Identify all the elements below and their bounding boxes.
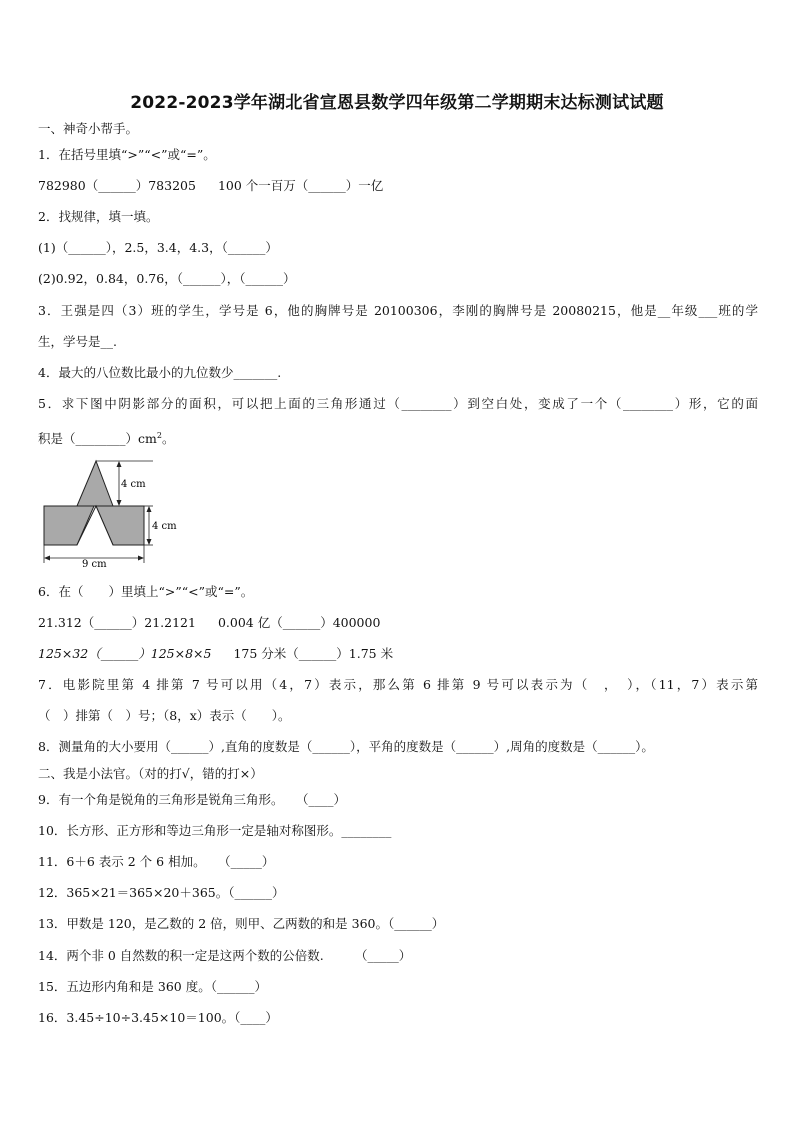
question-11: 11．6＋6 表示 2 个 6 相加。 （_____） <box>38 854 275 869</box>
arrowhead-left-icon <box>44 556 50 561</box>
question-16: 16．3.45÷10÷3.45×10＝100。（____） <box>38 1010 278 1025</box>
question-6-row-1 <box>38 615 380 631</box>
question-4: 4．最大的八位数比最小的九位数少_______. <box>38 365 282 380</box>
arrowhead-down-icon <box>117 500 122 506</box>
question-5-line-2-text: 积是（________）cm <box>38 431 157 447</box>
question-1-item-b: 100 个一百万（______）一亿 <box>217 178 384 193</box>
arrowhead-up-icon <box>117 461 122 467</box>
shaded-area-diagram <box>38 455 188 570</box>
question-3-line-1: 3．王强是四（3）班的学生，学号是 6，他的胸牌号是 20100306，李刚的胸牌号是 20080215，他是__年级___班的学 <box>38 303 758 318</box>
question-9: 9．有一个角是锐角的三角形是锐角三角形。 （____） <box>38 792 346 807</box>
section-heading-1: 一、神奇小帮手。 <box>38 121 139 136</box>
question-6-item-c: 125×32（______）125×8×5 <box>38 646 212 661</box>
dimension-label-top: 4 cm <box>121 479 146 490</box>
shaded-top-triangle <box>77 461 113 506</box>
question-15: 15．五边形内角和是 360 度。（______） <box>38 979 267 994</box>
question-6-row-2 <box>38 646 393 662</box>
arrowhead-down-icon <box>147 539 152 545</box>
question-6-item-b: 0.004 亿（______）400000 <box>217 615 381 630</box>
question-1-stem: 1．在括号里填“>”“<”或“=”。 <box>38 147 216 162</box>
question-2-item-a: (1)（______），2.5，3.4，4.3，（______） <box>38 240 278 255</box>
question-1-items <box>38 178 383 194</box>
arrowhead-right-icon <box>138 556 144 561</box>
dimension-label-right: 4 cm <box>152 521 177 532</box>
question-7-line-1: 7．电影院里第 4 排第 7 号可以用（4，7）表示，那么第 6 排第 9 号可以表示为（ ， ），（11，7）表示第 <box>38 677 758 692</box>
question-12: 12．365×21＝365×20＋365。（______） <box>38 885 285 900</box>
arrowhead-up-icon <box>147 506 152 512</box>
question-5-line-2-end: 。 <box>161 431 175 447</box>
question-3-line-2: 生，学号是__. <box>38 334 117 349</box>
question-14: 14．两个非 0 自然数的积一定是这两个数的公倍数. （_____） <box>38 948 412 963</box>
question-1-item-a: 782980（______）783205 <box>38 178 196 193</box>
question-6-item-a: 21.312（______）21.2121 <box>38 615 196 630</box>
page-title: 2022-2023学年湖北省宣恩县数学四年级第二学期期末达标测试试题 <box>130 93 664 113</box>
question-8: 8．测量角的大小要用（______）,直角的度数是（______），平角的度数是（______）,周角的度数是（______）。 <box>38 739 654 754</box>
square-unit-superscript: 2 <box>156 431 162 440</box>
question-5-line-1: 5．求下图中阴影部分的面积，可以把上面的三角形通过（________）到空白处，变成了一个（________）形，它的面 <box>38 396 758 411</box>
question-5-figure <box>38 455 188 570</box>
question-10: 10．长方形、正方形和等边三角形一定是轴对称图形。________ <box>38 823 392 838</box>
question-2-stem: 2．找规律，填一填。 <box>38 209 159 224</box>
question-2-item-b: (2)0.92，0.84，0.76，（______），（______） <box>38 271 296 286</box>
question-6-item-d: 175 分米（______）1.75 米 <box>233 646 394 661</box>
dimension-label-bottom: 9 cm <box>82 559 107 570</box>
section-heading-2: 二、我是小法官。（对的打√，错的打×） <box>38 766 263 781</box>
question-6-stem: 6．在（ ）里填上“>”“<”或“=”。 <box>38 584 254 599</box>
question-7-line-2: （ ）排第（ ）号；（8，x）表示（ ）。 <box>38 708 291 723</box>
question-5-line-2 <box>38 428 174 447</box>
question-13: 13．甲数是 120，是乙数的 2 倍，则甲、乙两数的和是 360。（______） <box>38 916 445 931</box>
